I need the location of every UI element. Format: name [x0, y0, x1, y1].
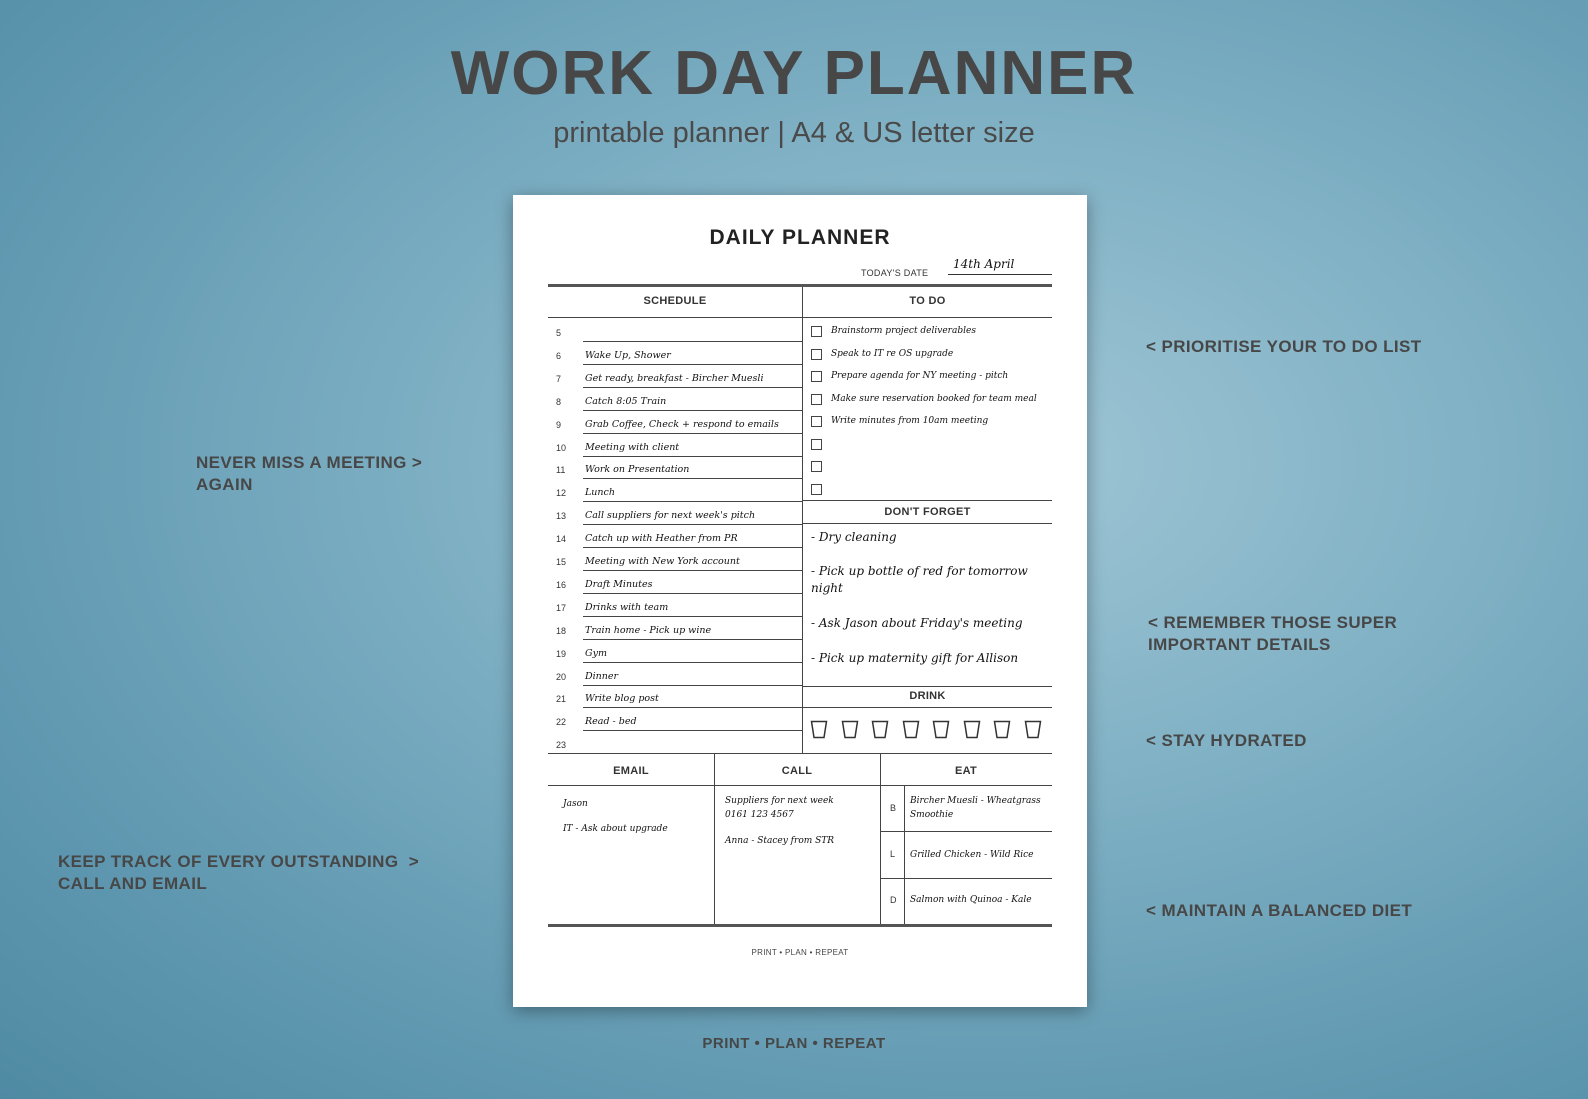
schedule-row [548, 456, 802, 479]
water-cup-icon[interactable] [1024, 720, 1042, 739]
todo-checkbox[interactable] [811, 484, 822, 495]
callout-diet: < MAINTAIN A BALANCED DIET [1146, 901, 1413, 920]
schedule-slot [583, 734, 802, 754]
eat-row-rule [880, 831, 1052, 832]
schedule-row [548, 434, 802, 457]
schedule-entry: Draft Minutes [585, 578, 653, 590]
schedule-hour: 23 [556, 740, 567, 751]
schedule-hour: 5 [556, 328, 562, 338]
schedule-hour: 6 [556, 350, 562, 361]
call-heading: CALL [781, 765, 813, 777]
water-cup-icon[interactable] [963, 720, 981, 739]
schedule-slot [583, 391, 802, 411]
call-entry: 0161 123 4567 [725, 810, 794, 820]
bottom-top-rule [548, 753, 1052, 754]
schedule-hour: 10 [556, 442, 567, 453]
schedule-slot [583, 345, 802, 365]
planner-footer: PRINT • PLAN • REPEAT [751, 948, 849, 957]
callout-details-line2: IMPORTANT DETAILS [1148, 635, 1331, 654]
todo-text: Brainstorm project deliverables [831, 326, 976, 336]
page-title: WORK DAY PLANNER [450, 39, 1138, 108]
todo-item [811, 367, 1052, 389]
schedule-slot [583, 688, 802, 708]
schedule-hour: 19 [556, 648, 567, 659]
schedule-heading: SCHEDULE [643, 295, 707, 307]
schedule-hour: 11 [556, 465, 566, 476]
schedule-slot [583, 666, 802, 686]
schedule-slot [583, 459, 802, 479]
schedule-entry: Train home - Pick up wine [585, 624, 712, 636]
schedule-row [548, 663, 802, 686]
todo-text: Make sure reservation booked for team meal [831, 393, 1037, 404]
date-label: TODAY'S DATE [861, 268, 929, 278]
schedule-slot [583, 643, 802, 663]
water-cup-icon[interactable] [902, 720, 920, 739]
water-cup-icon[interactable] [932, 720, 950, 739]
forget-item: - Dry cleaning [811, 530, 897, 544]
date-line [948, 274, 1052, 275]
call-eat-divider [880, 753, 881, 925]
schedule-hour: 13 [556, 511, 567, 522]
schedule-slot [583, 505, 802, 525]
drink-bottom-rule [803, 707, 1052, 708]
schedule-entry: Grab Coffee, Check + respond to emails [585, 418, 779, 430]
drink-heading: DRINK [909, 690, 946, 702]
schedule-entry: Get ready, breakfast - Bircher Muesli [585, 372, 764, 384]
todo-item [811, 345, 1052, 367]
schedule-row [548, 479, 802, 502]
todo-text: Write minutes from 10am meeting [831, 416, 989, 426]
schedule-slot [583, 574, 802, 594]
callout-track-line2: CALL AND EMAIL [58, 874, 208, 893]
callout-meeting-line2: AGAIN [196, 475, 253, 494]
schedule-row [548, 617, 802, 640]
schedule-entry: Lunch [585, 487, 615, 499]
top-rule [548, 284, 1052, 287]
water-cup-icon[interactable] [810, 720, 828, 739]
callout-hydrated: < STAY HYDRATED [1146, 731, 1307, 750]
planner-sheet [513, 195, 1087, 1007]
forget-item: - Ask Jason about Friday's meeting [811, 616, 1023, 630]
schedule-hour: 9 [556, 419, 562, 430]
schedule-slot [583, 620, 802, 640]
callout-meeting-line1: NEVER MISS A MEETING > [196, 453, 423, 472]
schedule-row [548, 502, 802, 525]
meal-breakfast-line2: Smoothie [910, 810, 954, 820]
schedule-divider [802, 287, 803, 753]
water-cup-icon[interactable] [871, 720, 889, 739]
email-entry: IT - Ask about upgrade [563, 824, 668, 834]
schedule-hour: 8 [556, 396, 562, 407]
water-cup-icon[interactable] [841, 720, 859, 739]
schedule-slot [583, 368, 802, 388]
todo-checkbox[interactable] [811, 416, 822, 427]
drink-top-rule [803, 686, 1052, 687]
schedule-entry: Meeting with client [585, 441, 680, 453]
call-entry: Anna - Stacey from STR [725, 836, 835, 846]
schedule-row [548, 571, 802, 594]
schedule-hour: 17 [556, 602, 567, 613]
todo-item [811, 412, 1052, 434]
schedule-entry: Meeting with New York account [585, 556, 740, 567]
forget-item: - Pick up maternity gift for Allison [811, 651, 1019, 665]
todo-text: Prepare agenda for NY meeting - pitch [831, 371, 1009, 381]
date-value: 14th April [953, 257, 1015, 271]
schedule-slot [583, 437, 802, 457]
schedule-row [548, 708, 802, 731]
page-subtitle: printable planner | A4 & US letter size [553, 117, 1035, 149]
todo-checkbox[interactable] [811, 371, 822, 382]
eat-letter-divider [904, 785, 905, 925]
bottom-rule [548, 924, 1052, 927]
eat-row-rule [880, 878, 1052, 879]
schedule-hour: 16 [556, 579, 567, 590]
schedule-row [548, 548, 802, 571]
email-heading: EMAIL [613, 765, 649, 777]
callout-details-line1: < REMEMBER THOSE SUPER [1148, 613, 1398, 632]
schedule-row [548, 319, 802, 342]
schedule-row [548, 342, 802, 365]
call-entry: Suppliers for next week [725, 796, 834, 806]
todo-item [811, 435, 1052, 457]
todo-item [811, 322, 1052, 344]
schedule-entry: Drinks with team [585, 601, 669, 613]
schedule-row [548, 365, 802, 388]
schedule-row [548, 731, 802, 754]
callout-todo: < PRIORITISE YOUR TO DO LIST [1146, 337, 1422, 356]
schedule-slot [583, 322, 802, 342]
todo-checkbox[interactable] [811, 394, 822, 405]
callout-meeting [196, 452, 422, 496]
todo-text: Speak to IT re OS upgrade [831, 348, 954, 359]
schedule-entry: Gym [585, 647, 607, 659]
schedule-entry: Wake Up, Shower [585, 349, 671, 361]
email-call-divider [714, 753, 715, 925]
schedule-row [548, 685, 802, 708]
schedule-hour: 18 [556, 625, 567, 636]
todo-checkbox[interactable] [811, 349, 822, 360]
schedule-row [548, 640, 802, 663]
meal-dinner: Salmon with Quinoa - Kale [910, 895, 1032, 905]
forget-item: - Pick up bottle of red for tomorrow night [811, 564, 1028, 595]
schedule-slot [583, 551, 802, 571]
schedule-hour: 12 [556, 488, 567, 499]
schedule-row [548, 388, 802, 411]
schedule-slot [583, 597, 802, 617]
heading-rule [548, 317, 1052, 318]
forget-bottom-rule [803, 523, 1052, 524]
schedule-entry: Read - bed [585, 716, 637, 728]
meal-lunch: Grilled Chicken - Wild Rice [910, 850, 1034, 860]
email-entry: Jason [563, 799, 588, 809]
schedule-hour: 14 [556, 534, 567, 545]
schedule-slot [583, 414, 802, 434]
schedule-entry: Dinner [585, 670, 619, 682]
meal-letter-dinner: D [890, 895, 897, 905]
eat-heading: EAT [954, 765, 978, 777]
callout-track [58, 851, 419, 895]
schedule-entry: Work on Presentation [585, 464, 690, 476]
todo-heading: TO DO [909, 295, 946, 307]
planner-title: DAILY PLANNER [709, 226, 891, 249]
callout-track-line1: KEEP TRACK OF EVERY OUTSTANDING > [58, 852, 420, 871]
meal-breakfast-line1: Bircher Muesli - Wheatgrass [910, 796, 1041, 806]
forget-top-rule [803, 500, 1052, 501]
schedule-slot [583, 528, 802, 548]
meal-letter-lunch: L [890, 849, 896, 859]
schedule-entry: Catch 8:05 Train [585, 395, 667, 407]
schedule-slot [583, 482, 802, 502]
schedule-entry: Call suppliers for next week's pitch [585, 510, 756, 522]
todo-checkbox[interactable] [811, 439, 822, 450]
todo-checkbox[interactable] [811, 461, 822, 472]
schedule-row [548, 594, 802, 617]
schedule-row [548, 411, 802, 434]
schedule-slot [583, 711, 802, 731]
schedule-entry: Write blog post [585, 693, 659, 705]
bottom-heading-rule [548, 785, 1052, 786]
meal-letter-breakfast: B [890, 803, 897, 813]
todo-item [811, 390, 1052, 412]
forget-heading: DON'T FORGET [884, 506, 971, 518]
callout-details [1148, 612, 1397, 656]
schedule-hour: 7 [556, 373, 562, 384]
schedule-hour: 20 [556, 671, 567, 682]
todo-checkbox[interactable] [811, 326, 822, 337]
footer-caption: PRINT • PLAN • REPEAT [702, 1035, 886, 1052]
schedule-entry: Catch up with Heather from PR [585, 533, 738, 545]
water-cup-icon[interactable] [993, 720, 1011, 739]
schedule-hour: 15 [556, 557, 567, 567]
schedule-hour: 21 [556, 694, 567, 705]
schedule-row [548, 525, 802, 548]
schedule-hour: 22 [556, 717, 567, 728]
todo-item [811, 480, 1052, 502]
todo-item [811, 457, 1052, 479]
